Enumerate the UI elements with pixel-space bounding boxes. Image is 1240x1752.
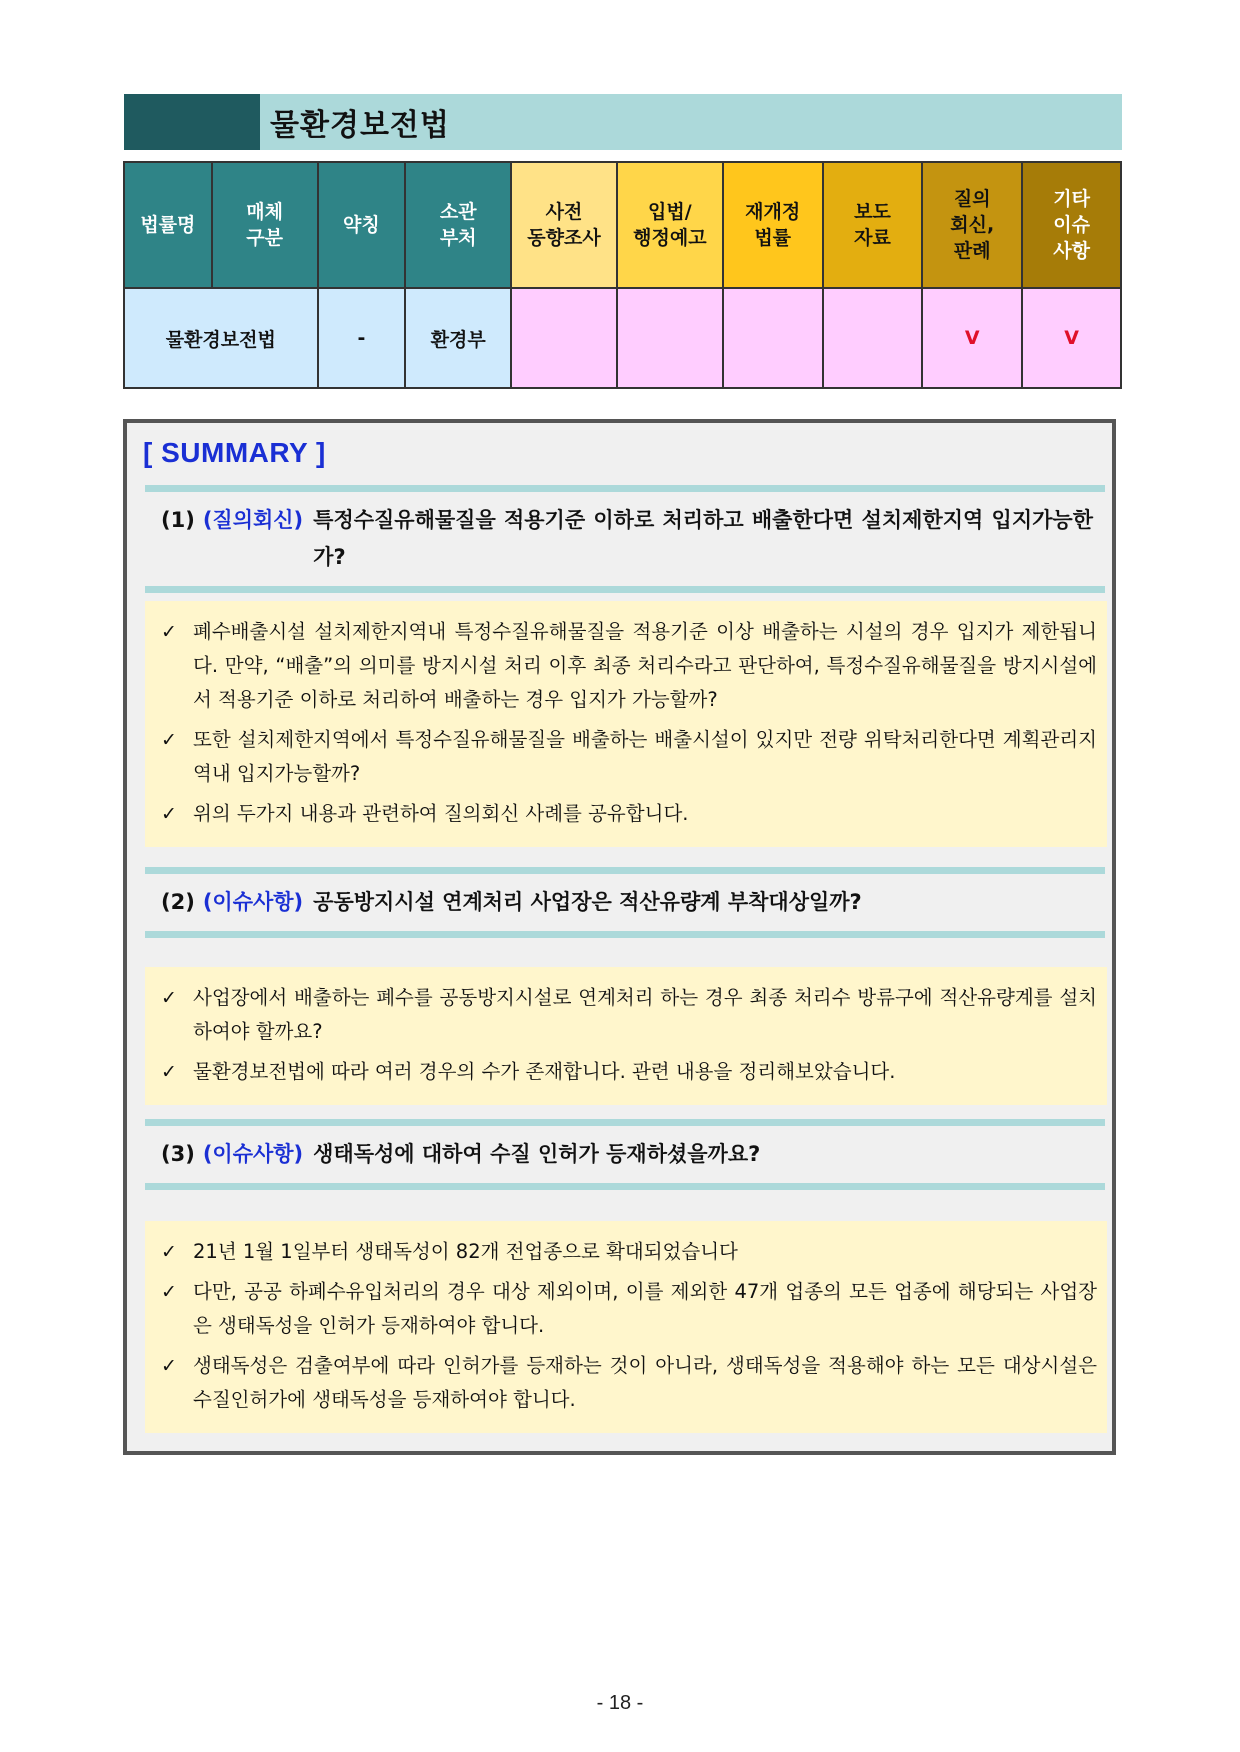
check-icon: ✓ [161,729,177,751]
list-item: ✓ 생태독성은 검출여부에 따라 인허가를 등재하는 것이 아니라, 생태독성을 적용해야 하는 모든 대상시설은 수질인허가에 생태독성을 등재하여야 합니다. [161,1349,1097,1417]
header-press-release: 보도 자료 [823,162,923,288]
check-icon: ✓ [161,803,177,825]
list-item: ✓ 사업장에서 배출하는 폐수를 공동방지시설로 연계처리 하는 경우 최종 처리수 방류구에 적산유량계를 설치하여야 할까요? [161,981,1097,1049]
header-other-issues: 기타 이슈 사항 [1022,162,1121,288]
divider-line [145,931,1105,938]
question-number: (2) [161,890,195,914]
answer-box-1 [145,601,1107,847]
header-preliminary-survey: 사전 동향조사 [511,162,617,288]
page-number: - 18 - [596,1692,644,1714]
header-legislative-notice: 입법/ 행정예고 [617,162,723,288]
check-icon: ✓ [161,1061,177,1083]
header-qa-precedent: 질의 회신, 판례 [922,162,1022,288]
check-icon: ✓ [161,1281,177,1303]
question-number: (3) [161,1142,195,1166]
title-accent-block [124,94,260,150]
divider-line [145,867,1105,874]
question-2 [145,867,1105,938]
divider-line [145,1119,1105,1126]
question-3 [145,1119,1105,1190]
question-number: (1) [161,508,195,532]
list-item: ✓ 21년 1월 1일부터 생태독성이 82개 전업종으로 확대되었습니다 [161,1235,1097,1269]
list-item: ✓ 또한 설치제한지역에서 특정수질유해물질을 배출하는 배출시설이 있지만 전량 위탁처리한다면 계획관리지역내 입지가능할까? [161,723,1097,791]
page-title: 물환경보전법 [260,94,1122,150]
answer-box-2 [145,967,1107,1105]
divider-line [145,1183,1105,1190]
check-icon: ✓ [161,987,177,1009]
divider-line [145,485,1105,492]
question-text: 생태독성에 대하여 수질 인허가 등재하셨을까요? [313,1142,761,1166]
list-item: ✓ 위의 두가지 내용과 관련하여 질의회신 사례를 공유합니다. [161,797,1097,831]
header-media-type: 매체 구분 [212,162,318,288]
cell-preliminary-survey [511,288,617,388]
cell-ministry: 환경부 [405,288,511,388]
cell-law-name: 물환경보전법 [124,288,318,388]
question-tag: (이슈사항) [202,1142,304,1166]
answer-box-3 [145,1221,1107,1433]
cell-legislative-notice [617,288,723,388]
cell-press-release [823,288,923,388]
check-icon: ✓ [161,621,177,643]
header-ministry: 소관 부처 [405,162,511,288]
question-1 [145,485,1105,593]
section-title-bar [124,94,1122,150]
list-item: ✓ 물환경보전법에 따라 여러 경우의 수가 존재합니다. 관련 내용을 정리해보았습니다. [161,1055,1097,1089]
check-icon: ✓ [161,1355,177,1377]
header-amended-law: 재개정 법률 [723,162,823,288]
cell-abbreviation: - [318,288,406,388]
question-tag: (이슈사항) [202,890,304,914]
check-icon: ✓ [161,1241,177,1263]
cell-amended-law [723,288,823,388]
question-text: 특정수질유해물질을 적용기준 이하로 처리하고 배출한다면 설치제한지역 입지가능한가? [313,508,1093,569]
summary-title: [ SUMMARY ] [143,437,326,468]
cell-issue-mark: V [1022,288,1121,388]
question-tag: (질의회신) [202,508,304,532]
cell-qa-mark: V [922,288,1022,388]
question-text: 공동방지시설 연계처리 사업장은 적산유량계 부착대상일까? [313,890,862,914]
header-abbreviation: 약칭 [318,162,406,288]
list-item: ✓ 폐수배출시설 설치제한지역내 특정수질유해물질을 적용기준 이상 배출하는 시설의 경우 입지가 제한됩니다. 만약, “배출”의 의미를 방지시설 처리 이후 최종 처리수라고 판단하여, 특정수질유해물질을 방지시설에서 적용기준 이하로 처리하여 배출하는 경우 입지가 가능할까? [161,615,1097,717]
list-item: ✓ 다만, 공공 하폐수유입처리의 경우 대상 제외이며, 이를 제외한 47개 업종의 모든 업종에 해당되는 사업장은 생태독성을 인허가 등재하여야 합니다. [161,1275,1097,1343]
law-classification-table [123,161,1122,389]
divider-line [145,586,1105,593]
summary-panel [123,419,1116,1455]
header-law-name: 법률명 [124,162,212,288]
